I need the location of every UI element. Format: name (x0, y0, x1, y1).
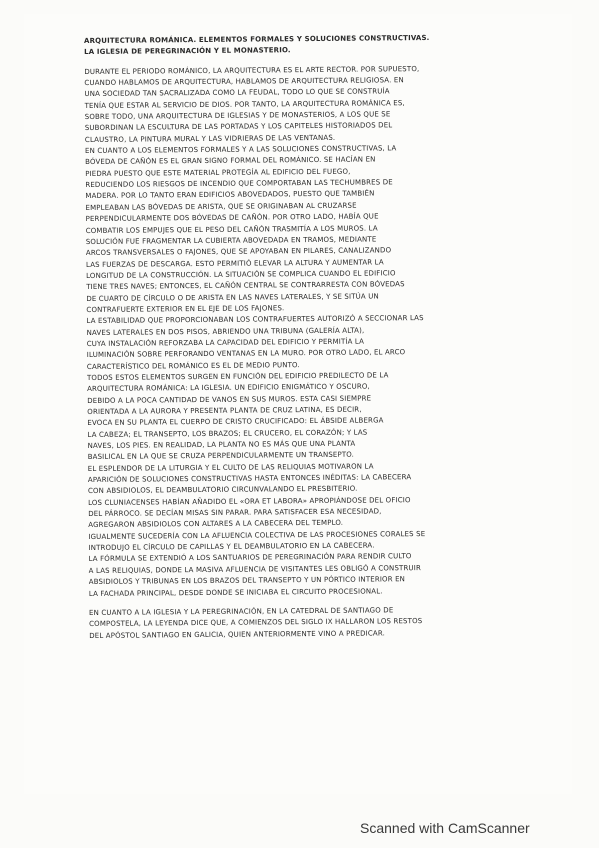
paper-sheet (24, 14, 572, 794)
text-line: BÓVEDA DE CAÑÓN ES EL GRAN SIGNO FORMAL DEL ROMÁNICO. SE HACÍAN EN (85, 155, 376, 167)
text-line: SOLUCIÓN FUE FRAGMENTAR LA CUBIERTA ABOVEDADA EN TRAMOS, MEDIANTE (85, 235, 377, 246)
text-line: UNA SOCIEDAD TAN SACRALIZADA COMO LA FEUDAL, TODO LO QUE SE CONSTRUÍA (84, 87, 390, 99)
text-line: DEBIDO A LA POCA CANTIDAD DE VANOS EN SUS MUROS. ESTA CASI SIEMPRE (87, 394, 372, 405)
text-line: DE CUARTO DE CÍRCULO O DE ARISTA EN LAS NAVES LATERALES, Y SE SITÚA UN (86, 291, 379, 303)
text-line: LOS CLUNIACENSES HABÍAN AÑADIDO EL «ORA ET LABORA» APROPIÁNDOSE DEL OFICIO (88, 495, 411, 507)
text-line: EL ESPLENDOR DE LA LITURGIA Y EL CULTO DE LAS RELIQUIAS MOTIVARON LA (87, 462, 374, 473)
scanner-watermark: Scanned with CamScanner (360, 820, 530, 836)
text-line: COMBATIR LOS EMPUJES QUE EL PESO DEL CAÑÓN TRASMITÍA A LOS MUROS. LA (85, 223, 378, 235)
text-line: TENÍA QUE ESTAR AL SERVICIO DE DIOS. POR TANTO, LA ARQUITECTURA ROMÁNICA ES, (84, 98, 405, 110)
text-line: CUYA INSTALACIÓN REFORZABA LA CAPACIDAD DEL EDIFICIO Y PERMITÍA LA (86, 337, 365, 348)
title-line-1: ARQUITECTURA ROMÁNICA. ELEMENTOS FORMALES Y SOLUCIONES CONSTRUCTIVAS. (84, 33, 430, 45)
text-line: CONTRAFUERTE EXTERIOR EN EL EJE DE LOS FAJONES. (86, 304, 285, 314)
text-line: NAVES, LOS PIES. EN REALIDAD, LA PLANTA NO ES MÁS QUE UNA PLANTA (87, 439, 356, 451)
text-line: A LAS RELIQUIAS, DONDE LA MASIVA AFLUENCIA DE VISITANTES LES OBLIGÓ A CONSTRUIR (88, 563, 422, 575)
text-line: PERPENDICULARMENTE DOS BÓVEDAS DE CAÑÓN. POR OTRO LADO, HABÍA QUE (85, 212, 379, 224)
text-line: TODOS ESTOS ELEMENTOS SURGEN EN FUNCIÓN DEL EDIFICIO PREDILECTO DE LA (86, 371, 389, 382)
text-line: COMPOSTELA, LA LEYENDA DICE QUE, A COMIENZOS DEL SIGLO IX HALLARON LOS RESTOS (89, 617, 423, 629)
text-line: ORIENTADA A LA AURORA Y PRESENTA PLANTA DE CRUZ LATINA, ES DECIR, (87, 405, 362, 416)
text-line: AGREGARON ABSIDIOLOS CON ALTARES A LA CABECERA DEL TEMPLO. (88, 519, 344, 530)
text-line: LA FACHADA PRINCIPAL, DESDE DONDE SE INICIABA EL CIRCUITO PROCESIONAL. (88, 586, 383, 598)
text-line: DURANTE EL PERIODO ROMÁNICO, LA ARQUITECTURA ES EL ARTE RECTOR. POR SUPUESTO, (84, 64, 420, 76)
text-line: LONGITUD DE LA CONSTRUCCIÓN. LA SITUACIÓN SE COMPLICA CUANDO EL EDIFICIO (86, 269, 396, 280)
text-line: CON ABSIDIOLOS, EL DEAMBULATORIO CIRCUNVALANDO EL PRESBITERIO. (87, 485, 358, 496)
text-line: CLAUSTRO, LA PINTURA MURAL Y LAS VIDRIERAS DE LAS VENTANAS. (84, 133, 336, 144)
text-line: SUBORDINAN LA ESCULTURA DE LAS PORTADAS Y LOS CAPITELES HISTORIADOS DEL (84, 121, 393, 133)
text-line: DEL APÓSTOL SANTIAGO EN GALICIA, QUIEN ANTERIORMENTE VINO A PREDICAR. (89, 628, 385, 640)
text-line: LA FÓRMULA SE EXTENDIÓ A LOS SANTUARIOS DE PEREGRINACIÓN PARA RENDIR CULTO (88, 552, 412, 564)
text-line: LA CABEZA; EL TRANSEPTO, LOS BRAZOS; EL CRUCERO, EL CORAZÓN; Y LAS (87, 428, 368, 439)
text-line: SOBRE TODO, UNA ARQUITECTURA DE IGLESIAS Y DE MONASTERIOS, A LOS QUE SE (84, 110, 391, 122)
text-line: LAS FUERZAS DE DESCARGA. ESTO PERMITIÓ ELEVAR LA ALTURA Y AUMENTAR LA (85, 257, 384, 269)
text-line: EN CUANTO A LA IGLESIA Y LA PEREGRINACIÓN, EN LA CATEDRAL DE SANTIAGO DE (88, 606, 394, 617)
text-line: IGUALMENTE SUCEDERÍA CON LA AFLUENCIA COLECTIVA DE LAS PROCESIONES CORALES SE (88, 529, 426, 541)
text-line: CARACTERÍSTICO DEL ROMÁNICO ES EL DE MEDIO PUNTO. (86, 360, 300, 371)
text-line: ARCOS TRANSVERSALES O FAJONES, QUE SE APOYABAN EN PILARES, CANALIZANDO (85, 246, 392, 258)
text-line: TIENE TRES NAVES; ENTONCES, EL CAÑÓN CENTRAL SE CONTRARRESTA CON BÓVEDAS (86, 280, 405, 292)
text-line: ARQUITECTURA ROMÁNICA: LA IGLESIA. UN EDIFICIO ENIGMÁTICO Y OSCURO, (87, 382, 370, 394)
text-line: DEL PÁRROCO. SE DECÍAN MISAS SIN PARAR. PARA SATISFACER ESA NECESIDAD, (88, 507, 382, 519)
text-line: MADERA. POR LO TANTO ERAN EDIFICIOS ABOVEDADOS, PUESTO QUE TAMBIÉN (85, 189, 375, 201)
text-line: CUANDO HABLAMOS DE ARQUITECTURA, HABLAMOS DE ARQUITECTURA RELIGIOSA. EN (84, 76, 404, 88)
text-line: BASILICAL EN LA QUE SE CRUZA PERPENDICULARMENTE UN TRANSEPTO. (87, 451, 355, 462)
text-line: PIEDRA PUESTO QUE ESTE MATERIAL PROTEGÍA AL EDIFICIO DEL FUEGO, (85, 167, 351, 178)
text-line: EMPLEABAN LAS BÓVEDAS DE ARISTA, QUE SE ORIGINABAN AL CRUZARSE (85, 201, 357, 212)
text-line: ILUMINACIÓN SOBRE PERFORANDO VENTANAS EN LA MURO. POR OTRO LADO, EL ARCO (86, 348, 406, 360)
paragraph-final (89, 604, 559, 642)
text-line: LA ESTABILIDAD QUE PROPORCIONABAN LOS CONTRAFUERTES AUTORIZÓ A SECCIONAR LAS (86, 314, 424, 326)
paragraph-main (84, 63, 559, 600)
handwritten-text (84, 32, 559, 642)
text-line: NAVES LATERALES EN DOS PISOS, ABRIENDO UNA TRIBUNA (GALERÍA ALTA), (86, 326, 365, 337)
text-line: INTRODUJO EL CÍRCULO DE CAPILLAS Y EL DEAMBULATORIO EN LA CABECERA. (88, 541, 375, 553)
text-line: EN CUANTO A LOS ELEMENTOS FORMALES Y A LAS SOLUCIONES CONSTRUCTIVAS, LA (84, 144, 397, 156)
text-line: REDUCIENDO LOS RIESGOS DE INCENDIO QUE COMPORTABAN LAS TECHUMBRES DE (85, 178, 393, 190)
text-line: ABSIDIOLOS Y TRIBUNAS EN LOS BRAZOS DEL TRANSEPTO Y UN PÓRTICO INTERIOR EN (88, 575, 406, 587)
text-line: APARICIÓN DE SOLUCIONES CONSTRUCTIVAS HASTA ENTONCES INÉDITAS: LA CABECERA (87, 473, 412, 485)
text-line: EVOCA EN SU PLANTA EL CUERPO DE CRISTO CRUCIFICADO: EL ÁBSIDE ALBERGA (87, 416, 384, 428)
title-line-2: LA IGLESIA DE PEREGRINACIÓN Y EL MONASTERIO. (84, 46, 291, 57)
